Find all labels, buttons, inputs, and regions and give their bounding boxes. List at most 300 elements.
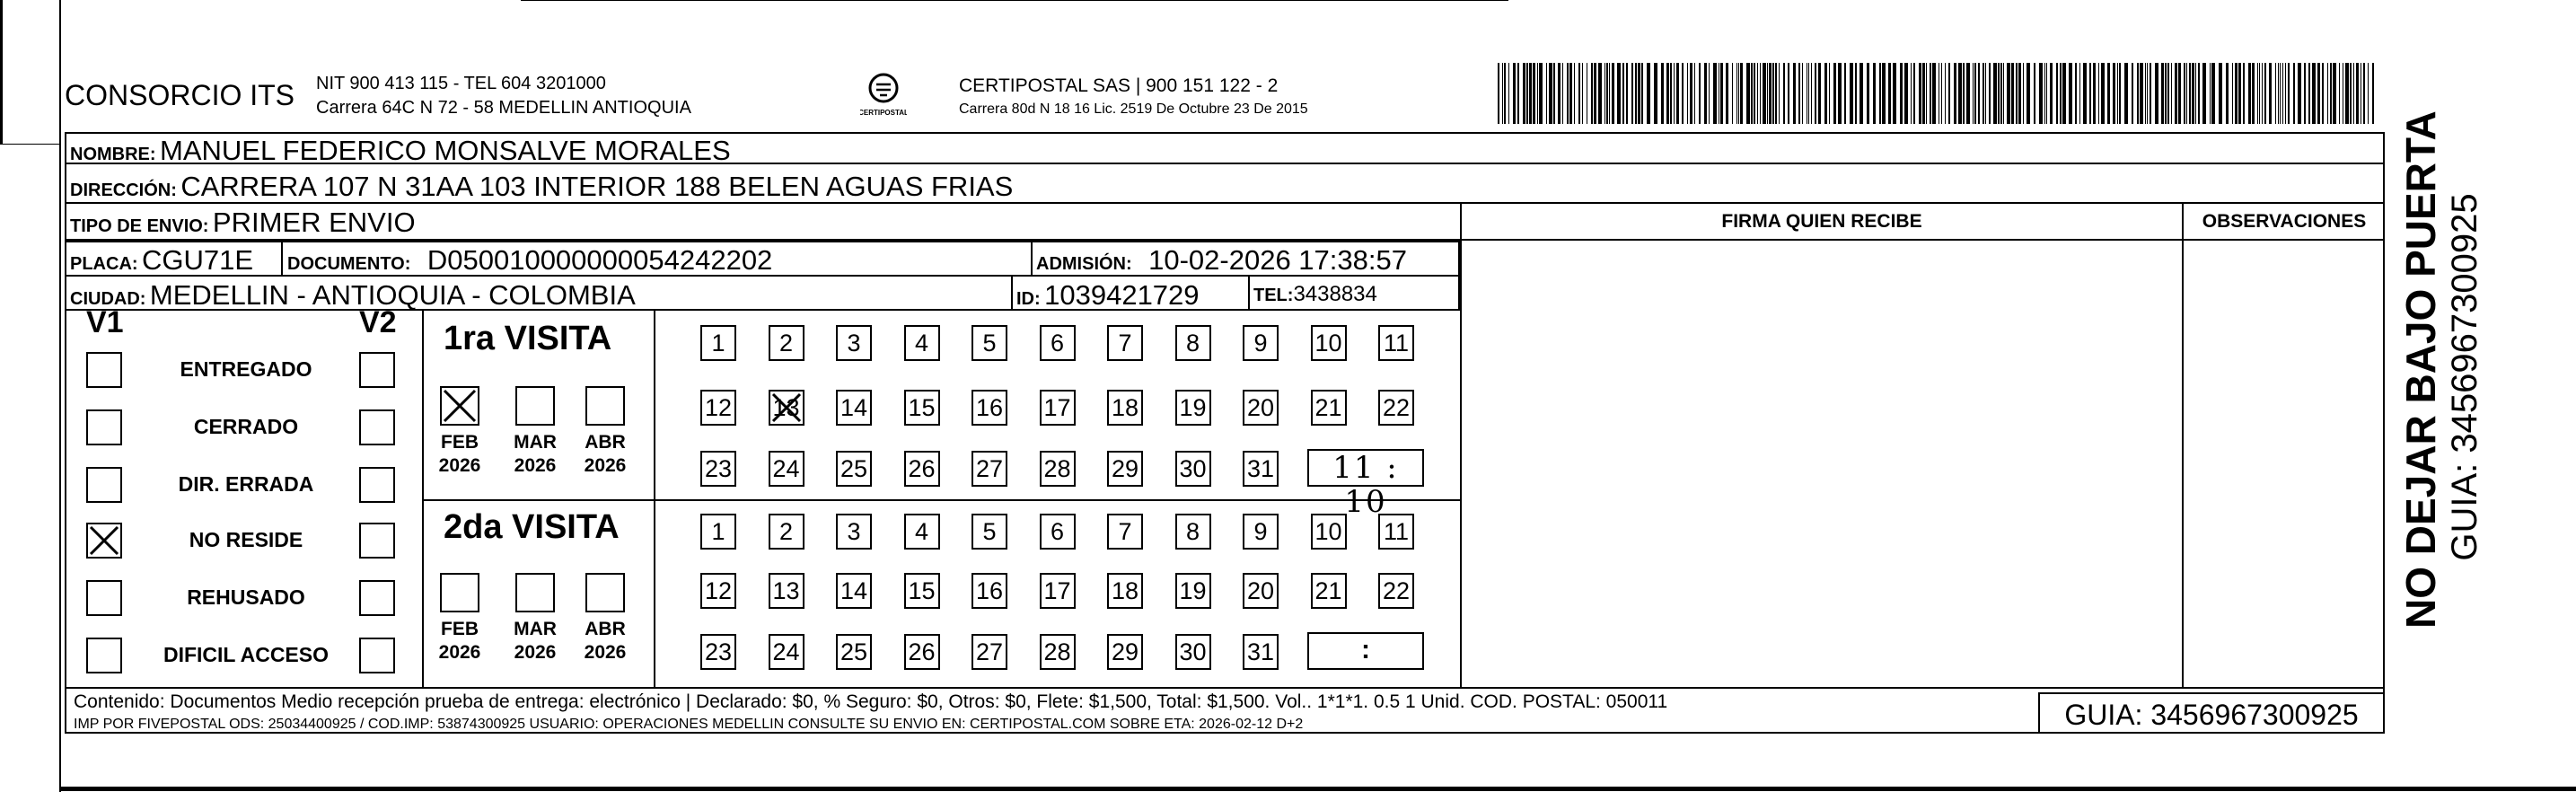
month-year: 2026	[514, 455, 557, 476]
barcode-bar	[2150, 63, 2151, 124]
month-year: 2026	[514, 642, 557, 663]
barcode-bar	[1736, 63, 1737, 124]
barcode-bar	[2304, 63, 2306, 124]
barcode-bar	[2046, 63, 2047, 124]
day-box[interactable]	[836, 325, 872, 361]
tel-label: TEL:	[1253, 286, 1294, 305]
day-number: 9	[1253, 518, 1268, 545]
day-number: 21	[1314, 577, 1342, 604]
barcode-bar	[1824, 63, 1827, 124]
day-box[interactable]	[700, 573, 736, 609]
barcode-bar	[2308, 63, 2310, 124]
barcode-bar	[2098, 63, 2099, 124]
barcode-bar	[1682, 63, 1684, 124]
day-box[interactable]	[700, 514, 736, 550]
barcode-bar	[1833, 63, 1836, 124]
day-box[interactable]	[971, 390, 1007, 426]
barcode-bar	[1919, 63, 1921, 124]
barcode-bar	[1631, 63, 1633, 124]
footer-contenido: Contenido: Documentos Medio recepción prueba de entrega: electrónico | Declarado: $0, % Seguro: $0, Otros: $0, Flete: $1,500, Total: $1,500. Vol.. 1*1*1. 0.5 1 Unid. COD. POSTAL: 050011	[74, 691, 1668, 712]
barcode-bar	[1574, 63, 1575, 124]
barcode-bar	[2330, 63, 2332, 124]
barcode-bar	[1873, 63, 1876, 124]
month-name: FEB	[441, 432, 479, 453]
day-number: 19	[1179, 577, 1207, 604]
day-number: 13	[772, 577, 800, 604]
day-box[interactable]	[971, 451, 1007, 487]
observaciones-area[interactable]	[2184, 241, 2383, 686]
day-number: 14	[840, 394, 868, 421]
barcode-bar	[2178, 63, 2181, 124]
day-number: 25	[840, 638, 868, 665]
month-checkbox[interactable]	[440, 573, 479, 612]
day-box[interactable]	[836, 634, 872, 670]
barcode-bar	[2124, 63, 2128, 124]
barcode-bar	[1670, 63, 1672, 124]
v1-checkbox[interactable]	[86, 580, 122, 616]
barcode-bar	[1740, 63, 1743, 124]
barcode-bar	[1539, 63, 1543, 124]
placa-value: CGU71E	[142, 244, 254, 276]
day-number: 31	[1246, 455, 1275, 482]
barcode-bar	[2339, 63, 2340, 124]
month-checkbox[interactable]	[515, 573, 555, 612]
barcode-bar	[1537, 63, 1538, 124]
day-number: 20	[1246, 394, 1275, 421]
v1-checkbox[interactable]	[86, 467, 122, 503]
day-box[interactable]	[1040, 451, 1076, 487]
direccion-value: CARRERA 107 N 31AA 103 INTERIOR 188 BELEN AGUAS FRIAS	[180, 171, 1014, 202]
barcode-bar	[2317, 63, 2320, 124]
v1-checkbox[interactable]	[86, 638, 122, 673]
barcode-bar	[2079, 63, 2080, 124]
barcode-bar	[2259, 63, 2260, 124]
day-number: 12	[704, 577, 733, 604]
barcode-bar	[1855, 63, 1857, 124]
barcode-bar	[1720, 63, 1723, 124]
day-number: 29	[1111, 455, 1139, 482]
barcode-bar	[2257, 63, 2258, 124]
barcode-bar	[1594, 63, 1596, 124]
day-box[interactable]	[904, 390, 940, 426]
day-box[interactable]	[971, 634, 1007, 670]
barcode-bar	[1674, 63, 1675, 124]
day-box[interactable]	[971, 514, 1007, 550]
day-box[interactable]	[1040, 390, 1076, 426]
day-box[interactable]	[904, 325, 940, 361]
barcode-bar	[2113, 63, 2115, 124]
day-box[interactable]	[971, 325, 1007, 361]
day-box[interactable]	[1378, 573, 1414, 609]
barcode-bar	[1558, 63, 1561, 124]
barcode-bar	[1783, 63, 1785, 124]
barcode-bar	[1989, 63, 1991, 124]
visit2-title: 2da VISITA	[444, 508, 620, 546]
barcode-bar	[2145, 63, 2146, 124]
status-label: DIFICIL ACCESO	[163, 643, 329, 666]
barcode-bar	[2327, 63, 2328, 124]
day-box[interactable]	[1040, 573, 1076, 609]
barcode-bar	[2093, 63, 2096, 124]
barcode-bar	[2243, 63, 2245, 124]
barcode-bar	[2171, 63, 2172, 124]
barcode-bar	[2219, 63, 2222, 124]
divider	[65, 687, 2385, 689]
v2-label: V2	[359, 305, 397, 339]
barcode-bar	[1811, 63, 1812, 124]
barcode-bar	[1815, 63, 1816, 124]
barcode-bar	[2226, 63, 2229, 124]
barcode-bar	[1746, 63, 1750, 124]
day-box[interactable]	[700, 325, 736, 361]
barcode-bar	[2210, 63, 2211, 124]
v1-checkbox[interactable]	[86, 352, 122, 388]
barcode-bar	[1617, 63, 1621, 124]
barcode-bar	[1948, 63, 1950, 124]
barcode-bar	[1798, 63, 1800, 124]
nombre-label: NOMBRE:	[70, 145, 156, 164]
barcode-bar	[1498, 63, 1499, 124]
divider	[281, 241, 283, 277]
v1-label: V1	[86, 305, 124, 339]
day-box[interactable]	[1175, 451, 1211, 487]
month-year: 2026	[438, 642, 481, 663]
barcode-bar	[1838, 63, 1842, 124]
day-number: 17	[1043, 394, 1071, 421]
barcode-bar	[2345, 63, 2349, 124]
barcode-bar	[1591, 63, 1593, 124]
day-box[interactable]	[1175, 390, 1211, 426]
barcode-bar	[2298, 63, 2301, 124]
barcode-bar	[1641, 63, 1643, 124]
month-name: MAR	[514, 619, 557, 639]
barcode-bar	[2195, 63, 2196, 124]
barcode-bar	[2238, 63, 2241, 124]
direccion-label: DIRECCIÓN:	[70, 180, 177, 200]
day-box[interactable]	[1243, 325, 1279, 361]
id-value: 1039421729	[1044, 279, 1200, 311]
barcode-bar	[1687, 63, 1688, 124]
day-box[interactable]	[1040, 514, 1076, 550]
barcode-bar	[2069, 63, 2072, 124]
day-box[interactable]	[1175, 325, 1211, 361]
visit1-time-box[interactable]	[1307, 449, 1424, 520]
barcode-bar	[2003, 63, 2004, 124]
day-box[interactable]	[904, 451, 940, 487]
day-box[interactable]	[904, 573, 940, 609]
v1-checkbox[interactable]	[86, 409, 122, 445]
barcode-bar	[1754, 63, 1755, 124]
day-box[interactable]	[1107, 634, 1143, 670]
barcode-bar	[1913, 63, 1915, 124]
day-number: 2	[778, 518, 794, 545]
certipostal-logo	[860, 72, 907, 122]
barcode-bar	[1666, 63, 1669, 124]
day-box[interactable]	[1243, 573, 1279, 609]
day-box[interactable]	[904, 514, 940, 550]
day-number: 12	[704, 394, 733, 421]
barcode-bar	[2083, 63, 2087, 124]
tipo-label: TIPO DE ENVIO:	[70, 216, 209, 236]
barcode-bar	[1763, 63, 1766, 124]
day-box[interactable]	[700, 634, 736, 670]
v2-checkbox[interactable]	[359, 352, 395, 388]
day-number: 29	[1111, 638, 1139, 665]
day-number: 27	[975, 638, 1004, 665]
v2-checkbox[interactable]	[359, 580, 395, 616]
barcode-bar	[2186, 63, 2187, 124]
day-number: 6	[1050, 518, 1065, 545]
barcode-bar	[2312, 63, 2316, 124]
scan-top-edge	[521, 0, 1508, 1]
barcode-bar	[1963, 63, 1965, 124]
barcode-bar	[1546, 63, 1547, 124]
barcode-bar	[1760, 63, 1761, 124]
barcode-bar	[1582, 63, 1583, 124]
day-box[interactable]	[700, 390, 736, 426]
day-box[interactable]	[1040, 634, 1076, 670]
day-box[interactable]	[1175, 573, 1211, 609]
observaciones-header: OBSERVACIONES	[2202, 211, 2367, 232]
barcode-bar	[2023, 63, 2024, 124]
barcode-bar	[1974, 63, 1976, 124]
barcode-bar	[1533, 63, 1535, 124]
barcode-bar	[1998, 63, 2000, 124]
day-box[interactable]	[971, 573, 1007, 609]
v2-checkbox[interactable]	[359, 638, 395, 673]
barcode-bar	[1985, 63, 1986, 124]
barcode-bar	[2167, 63, 2169, 124]
barcode-bar	[2117, 63, 2118, 124]
day-box[interactable]	[1311, 573, 1347, 609]
day-number: 7	[1118, 330, 1132, 356]
day-number: 25	[840, 455, 868, 482]
day-box[interactable]	[769, 325, 804, 361]
tipo-field	[70, 207, 416, 239]
day-number: 10	[1314, 330, 1342, 356]
id-label: ID:	[1016, 289, 1041, 309]
barcode-bar	[1690, 63, 1692, 124]
side-guia: GUIA: 3456967300925	[2445, 193, 2484, 561]
barcode-bar	[2248, 63, 2251, 124]
barcode-bar	[1954, 63, 1956, 124]
barcode-bar	[1941, 63, 1942, 124]
barcode-bar	[1966, 63, 1970, 124]
day-number: 26	[908, 455, 936, 482]
barcode-bar	[2165, 63, 2167, 124]
tel-field	[1253, 282, 1377, 307]
barcode-bar	[1867, 63, 1869, 124]
side-text	[2397, 110, 2505, 629]
address-line: Carrera 64C N 72 - 58 MEDELLIN ANTIOQUIA	[316, 98, 691, 118]
day-box[interactable]	[769, 573, 804, 609]
day-box[interactable]	[1243, 634, 1279, 670]
v2-checkbox[interactable]	[359, 409, 395, 445]
barcode-bar	[1904, 63, 1908, 124]
barcode-bar	[1829, 63, 1830, 124]
barcode-bar	[2202, 63, 2206, 124]
day-box[interactable]	[904, 634, 940, 670]
company-name: CONSORCIO ITS	[65, 79, 295, 111]
day-box[interactable]	[1378, 325, 1414, 361]
v2-checkbox[interactable]	[359, 523, 395, 559]
barcode-bar	[1978, 63, 1980, 124]
day-box[interactable]	[1311, 514, 1347, 550]
barcode-bar	[2288, 63, 2290, 124]
month-checkbox[interactable]	[515, 386, 555, 426]
day-box[interactable]	[769, 451, 804, 487]
day-number: 30	[1179, 638, 1207, 665]
day-box[interactable]	[1107, 451, 1143, 487]
barcode-bar	[1567, 63, 1569, 124]
day-number: 3	[847, 330, 861, 356]
barcode-bar	[2269, 63, 2272, 124]
barcode-bar	[1775, 63, 1777, 124]
day-box[interactable]	[1107, 573, 1143, 609]
day-box[interactable]	[1311, 325, 1347, 361]
barcode-bar	[1526, 63, 1528, 124]
v1-checkbox[interactable]	[86, 523, 122, 559]
day-box[interactable]	[769, 634, 804, 670]
day-number: 14	[840, 577, 868, 604]
barcode-bar	[1694, 63, 1695, 124]
barcode-bar	[1888, 63, 1891, 124]
day-number: 31	[1246, 638, 1275, 665]
barcode-bar	[2007, 63, 2010, 124]
day-number: 9	[1253, 330, 1268, 356]
day-number: 30	[1179, 455, 1207, 482]
day-number: 23	[704, 455, 733, 482]
day-box[interactable]	[1107, 325, 1143, 361]
day-box[interactable]	[769, 390, 804, 426]
barcode-bar	[1769, 63, 1772, 124]
barcode-bar	[1676, 63, 1679, 124]
barcode-bar	[1757, 63, 1758, 124]
barcode-bar	[1958, 63, 1962, 124]
barcode-bar	[2016, 63, 2018, 124]
month-checkbox[interactable]	[585, 386, 625, 426]
barcode-bar	[1626, 63, 1628, 124]
divider	[1248, 275, 1250, 311]
barcode-bar	[1549, 63, 1552, 124]
month-year: 2026	[584, 455, 627, 476]
day-box[interactable]	[700, 451, 736, 487]
tel-value: 3438834	[1293, 282, 1377, 306]
scan-left-edge	[59, 0, 61, 792]
scan-edge-mark	[0, 144, 59, 145]
barcode-bar	[2282, 63, 2283, 124]
v2-checkbox[interactable]	[359, 467, 395, 503]
barcode-bar	[2278, 63, 2279, 124]
side-warning: NO DEJAR BAJO PUERTA	[2397, 110, 2444, 629]
day-box[interactable]	[1378, 390, 1414, 426]
barcode-bar	[1893, 63, 1896, 124]
barcode-bar	[1900, 63, 1903, 124]
barcode-bar	[2184, 63, 2185, 124]
day-box[interactable]	[1311, 390, 1347, 426]
barcode-bar	[2275, 63, 2276, 124]
day-number: 1	[711, 518, 725, 545]
barcode-bar	[2198, 63, 2200, 124]
barcode-bar	[1882, 63, 1886, 124]
barcode-bar	[2293, 63, 2295, 124]
signature-area[interactable]	[1462, 241, 2180, 686]
day-box[interactable]	[1243, 451, 1279, 487]
scan-bottom-edge	[59, 787, 2576, 791]
barcode-bar	[2034, 63, 2035, 124]
placa-label: PLACA:	[70, 254, 138, 274]
day-number: 28	[1043, 455, 1071, 482]
nombre-value: MANUEL FEDERICO MONSALVE MORALES	[160, 135, 731, 166]
carrier-name: CERTIPOSTAL SAS | 900 151 122 - 2	[959, 75, 1279, 96]
barcode-bar	[1502, 63, 1503, 124]
barcode-bar	[2363, 63, 2365, 124]
barcode-bar	[1638, 63, 1640, 124]
day-box[interactable]	[769, 514, 804, 550]
day-box[interactable]	[1175, 634, 1211, 670]
barcode-bar	[2211, 63, 2215, 124]
barcode-bar	[1772, 63, 1774, 124]
day-box[interactable]	[836, 451, 872, 487]
day-box[interactable]	[1175, 514, 1211, 550]
barcode-bar	[1767, 63, 1768, 124]
barcode-bar	[2119, 63, 2121, 124]
day-number: 22	[1382, 394, 1411, 421]
barcode-bar	[1704, 63, 1707, 124]
day-number: 18	[1111, 577, 1139, 604]
day-number: 16	[975, 394, 1004, 421]
barcode-bar	[1517, 63, 1519, 124]
barcode-bar	[1654, 63, 1657, 124]
barcode-bar	[1844, 63, 1846, 124]
day-number: 15	[908, 394, 936, 421]
carrier-license: Carrera 80d N 18 16 Lic. 2519 De Octubre 23 De 2015	[959, 101, 1308, 117]
barcode-bar	[1578, 63, 1580, 124]
admision-value: 10-02-2026 17:38:57	[1148, 244, 1407, 276]
barcode-bar	[2368, 63, 2369, 124]
barcode-bar	[2018, 63, 2021, 124]
visit1-time: 11 : 10	[1332, 450, 1399, 520]
barcode-bar	[1738, 63, 1739, 124]
barcode-bar	[1612, 63, 1614, 124]
day-box[interactable]	[1107, 390, 1143, 426]
documento-value: D050010000000054242202	[426, 244, 773, 276]
month-checkbox[interactable]	[585, 573, 625, 612]
day-box[interactable]	[1040, 325, 1076, 361]
barcode-bar	[2262, 63, 2263, 124]
barcode-bar	[2264, 63, 2266, 124]
barcode-bar	[1699, 63, 1701, 124]
barcode-bar	[1647, 63, 1650, 124]
month-year: 2026	[584, 642, 627, 663]
status-label: REHUSADO	[187, 585, 305, 609]
day-box[interactable]	[836, 390, 872, 426]
documento-field	[287, 244, 772, 277]
day-box[interactable]	[836, 514, 872, 550]
barcode-bar	[1818, 63, 1821, 124]
visit2-time-box[interactable]	[1307, 632, 1424, 670]
day-box[interactable]	[836, 573, 872, 609]
barcode-bar	[1859, 63, 1863, 124]
day-box[interactable]	[1243, 390, 1279, 426]
day-box[interactable]	[1243, 514, 1279, 550]
barcode-bar	[1661, 63, 1664, 124]
ciudad-label: CIUDAD:	[70, 289, 146, 309]
ciudad-value: MEDELLIN - ANTIOQUIA - COLOMBIA	[149, 279, 636, 311]
scan-edge-mark	[0, 0, 3, 144]
month-checkbox[interactable]	[440, 386, 479, 426]
day-box[interactable]	[1107, 514, 1143, 550]
